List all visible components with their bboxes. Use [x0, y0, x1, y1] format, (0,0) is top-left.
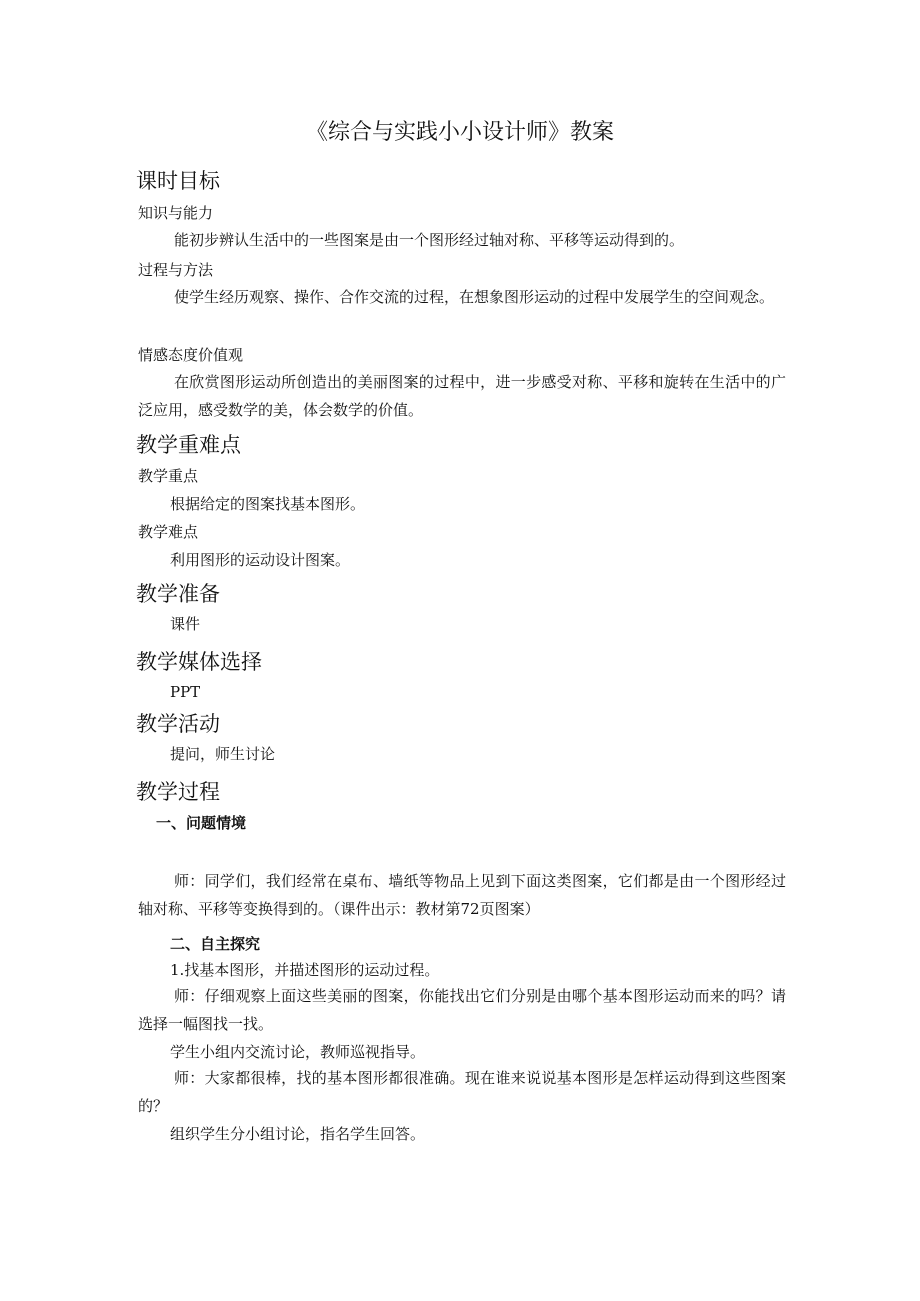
section1-text: 师：同学们，我们经常在桌布、墙纸等物品上见到下面这类图案，它们都是由一个图形经过轴对称、平移等变换得到的。（课件出示：教材第72页图案）	[138, 872, 786, 918]
step1-text: 1.找基本图形，并描述图形的运动过程。	[170, 961, 440, 979]
knowledge-text: 能初步辨认生活中的一些图案是由一个图形经过轴对称、平移等运动得到的。	[174, 231, 685, 249]
goals-heading: 课时目标	[136, 169, 220, 193]
preparation-heading: 教学准备	[136, 582, 220, 606]
difficulty-label: 教学难点	[138, 523, 199, 541]
teacher-question-1: 师：仔细观察上面这些美丽的图案，你能找出它们分别是由哪个基本图形运动而来的吗？请选择一幅图找一找。	[138, 987, 786, 1033]
organize-text: 组织学生分小组讨论，指名学生回答。	[170, 1125, 426, 1143]
focus-text: 根据给定的图案找基本图形。	[170, 495, 366, 513]
process-method-text: 使学生经历观察、操作、合作交流的过程，在想象图形运动的过程中发展学生的空间观念。	[174, 288, 775, 306]
difficulty-text: 利用图形的运动设计图案。	[170, 551, 351, 569]
process-method-label: 过程与方法	[138, 261, 214, 279]
document-title: 《综合与实践小小设计师》教案	[305, 120, 614, 145]
knowledge-label: 知识与能力	[138, 204, 214, 222]
focus-label: 教学重点	[138, 467, 199, 485]
student-discussion: 学生小组内交流讨论，教师巡视指导。	[170, 1043, 426, 1061]
process-heading: 教学过程	[136, 780, 220, 804]
teacher-question-2: 师：大家都很棒，找的基本图形都很准确。现在谁来说说基本图形是怎样运动得到这些图案的？	[138, 1069, 786, 1115]
media-text: PPT	[170, 683, 201, 701]
emotion-text: 在欣赏图形运动所创造出的美丽图案的过程中，进一步感受对称、平移和旋转在生活中的广泛应用，感受数学的美，体会数学的价值。	[138, 373, 786, 419]
emotion-label: 情感态度价值观	[138, 346, 244, 364]
key-points-heading: 教学重难点	[136, 433, 241, 457]
section1-label: 一、问题情境	[156, 814, 247, 832]
media-heading: 教学媒体选择	[136, 650, 262, 674]
section2-label: 二、自主探究	[170, 935, 261, 953]
activity-text: 提问，师生讨论	[170, 745, 276, 763]
preparation-text: 课件	[170, 615, 201, 633]
activity-heading: 教学活动	[136, 712, 220, 736]
